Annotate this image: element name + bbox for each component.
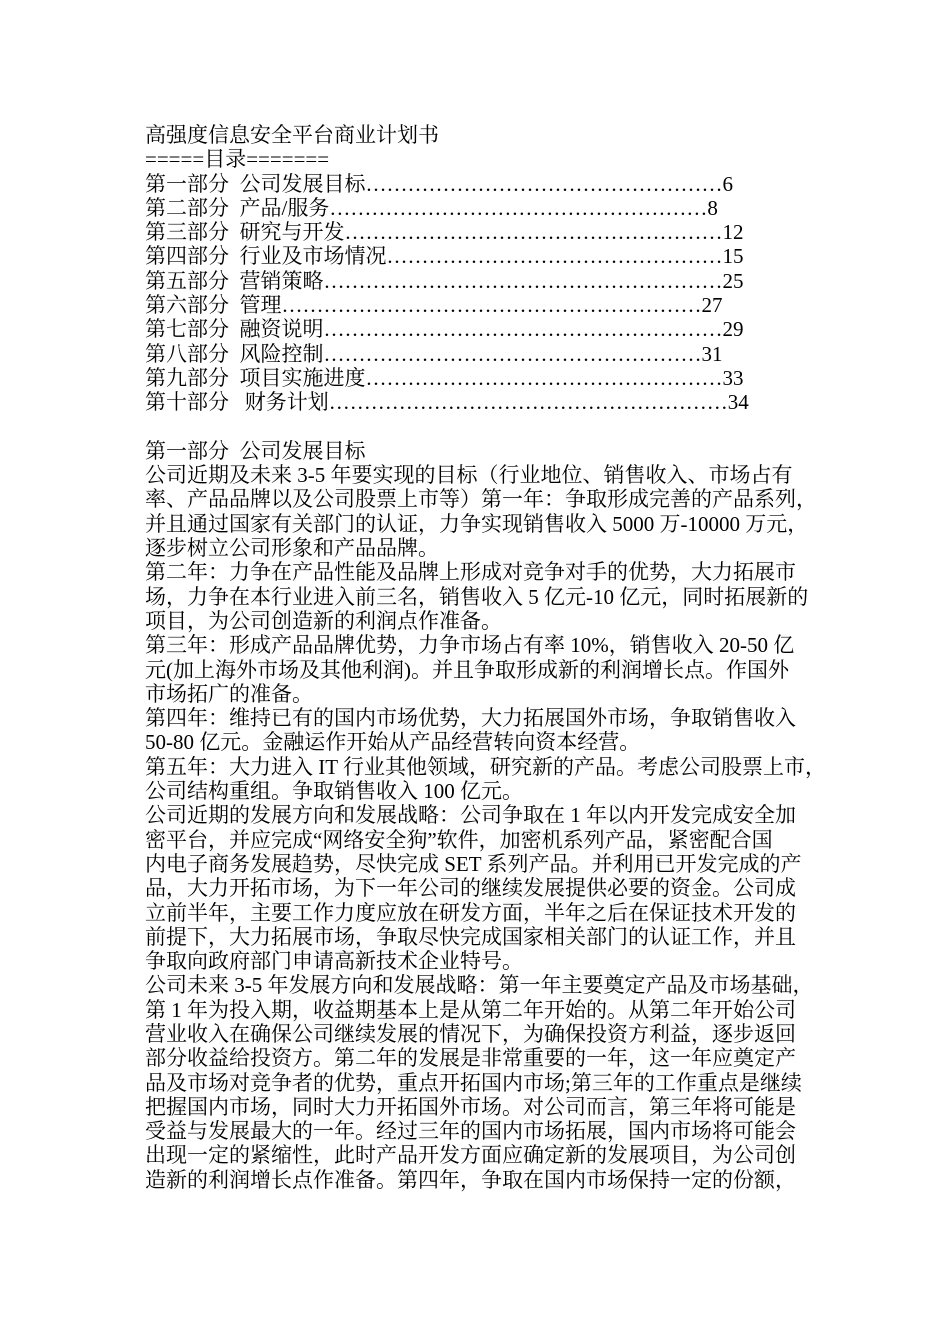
toc-name: 公司发展目标 — [239, 171, 366, 196]
toc-name: 管理 — [239, 293, 282, 318]
toc-page: 27 — [701, 293, 723, 318]
toc-page: 25 — [722, 268, 744, 293]
toc-leader: ……………………………………………… — [344, 220, 723, 245]
toc-page: 12 — [722, 220, 744, 245]
toc-entry[interactable] — [145, 196, 865, 220]
section-heading: 第一部分 公司发展目标 — [145, 438, 366, 463]
body-line: 第五年：大力进入 IT 行业其他领域，研究新的产品。考虑公司股票上市， — [145, 754, 826, 779]
body-line: 把握国内市场，同时大力开拓国外市场。对公司而言，第三年将可能是 — [145, 1094, 796, 1119]
toc-entry[interactable] — [145, 317, 865, 341]
body-line: 前提下，大力拓展市场，争取尽快完成国家相关部门的认证工作，并且 — [145, 924, 796, 949]
body-line: 公司近期及未来 3-5 年要实现的目标（行业地位、销售收入、市场占有 — [145, 463, 793, 488]
body-line: 立前半年，主要工作力度应放在研发方面，半年之后在保证技术开发的 — [145, 900, 796, 925]
toc-part: 第二部分 — [145, 195, 229, 220]
body-line: 场，力争在本行业进入前三名，销售收入 5 亿元-10 亿元，同时拓展新的 — [145, 584, 809, 609]
body-line: 逐步树立公司形象和产品品牌。 — [145, 536, 439, 561]
toc-part: 第十部分 — [145, 390, 229, 415]
toc-leader: ………………………………………………… — [328, 390, 728, 415]
body-line: 市场拓广的准备。 — [145, 681, 313, 706]
toc-part: 第八部分 — [145, 341, 229, 366]
toc-name: 研究与开发 — [239, 220, 345, 245]
body-line: 营业收入在确保公司继续发展的情况下，为确保投资方利益，逐步返回 — [145, 1021, 796, 1046]
toc-page: 34 — [727, 390, 749, 415]
toc-page: 33 — [722, 365, 744, 390]
section-body — [145, 463, 865, 1192]
toc-leader: ………………………………………………… — [323, 317, 723, 342]
toc-entry[interactable] — [145, 390, 865, 414]
toc-page: 6 — [722, 171, 733, 196]
toc-entry[interactable] — [145, 172, 865, 196]
toc-part: 第九部分 — [145, 365, 229, 390]
body-line: 第 1 年为投入期，收益期基本上是从第二年开始的。从第二年开始公司 — [145, 997, 796, 1022]
toc-leader: …………………………………………… — [365, 365, 723, 390]
toc-name: 产品/服务 — [239, 195, 330, 220]
toc-page: 8 — [707, 195, 718, 220]
toc-entry[interactable] — [145, 220, 865, 244]
toc-page: 31 — [701, 341, 723, 366]
toc-heading: =====目录======= — [145, 147, 330, 172]
body-line: 密平台，并应完成“网络安全狗”软件，加密机系列产品，紧密配合国 — [145, 827, 773, 852]
body-line: 品及市场对竞争者的优势，重点开拓国内市场;第三年的工作重点是继续 — [145, 1070, 802, 1095]
body-line: 公司未来 3-5 年发展方向和发展战略：第一年主要奠定产品及市场基础， — [145, 973, 814, 998]
body-line: 第三年：形成产品品牌优势，力争市场占有率 10%，销售收入 20-50 亿 — [145, 633, 795, 658]
toc-entry[interactable] — [145, 366, 865, 390]
body-line: 第二年：力争在产品性能及品牌上形成对竞争对手的优势，大力拓展市 — [145, 560, 796, 585]
toc-part: 第六部分 — [145, 293, 229, 318]
toc-leader: ……………………………………………… — [329, 195, 708, 220]
toc-name: 财务计划 — [239, 390, 329, 415]
body-line: 公司近期的发展方向和发展战略：公司争取在 1 年以内开发完成安全加 — [145, 803, 796, 828]
toc-entry[interactable] — [145, 342, 865, 366]
toc-entry[interactable] — [145, 244, 865, 268]
table-of-contents — [145, 172, 865, 415]
toc-leader: ………………………………………………… — [323, 268, 723, 293]
body-line: 部分收益给投资方。第二年的发展是非常重要的一年，这一年应奠定产 — [145, 1046, 796, 1071]
toc-part: 第四部分 — [145, 244, 229, 269]
toc-name: 风险控制 — [239, 341, 324, 366]
toc-part: 第五部分 — [145, 268, 229, 293]
toc-entry[interactable] — [145, 269, 865, 293]
body-line: 造新的利润增长点作准备。第四年，争取在国内市场保持一定的份额， — [145, 1167, 796, 1192]
toc-part: 第七部分 — [145, 317, 229, 342]
toc-page: 29 — [722, 317, 744, 342]
body-line: 率、产品品牌以及公司股票上市等）第一年：争取形成完善的产品系列， — [145, 487, 817, 512]
body-line: 元(加上海外市场及其他利润)。并且争取形成新的利润增长点。作国外 — [145, 657, 789, 682]
toc-leader: …………………………………………… — [365, 171, 723, 196]
body-line: 争取向政府部门申请高新技术企业特号。 — [145, 949, 523, 974]
toc-part: 第一部分 — [145, 171, 229, 196]
body-line: 内电子商务发展趋势，尽快完成 SET 系列产品。并利用已开发完成的产 — [145, 851, 802, 876]
toc-page: 15 — [722, 244, 744, 269]
toc-entry[interactable] — [145, 293, 865, 317]
toc-part: 第三部分 — [145, 220, 229, 245]
spacer — [145, 415, 865, 439]
toc-name: 行业及市场情况 — [239, 244, 387, 269]
body-line: 受益与发展最大的一年。经过三年的国内市场拓展，国内市场将可能会 — [145, 1119, 796, 1144]
body-line: 公司结构重组。争取销售收入 100 亿元。 — [145, 779, 523, 804]
toc-name: 项目实施进度 — [239, 365, 366, 390]
toc-leader: ……………………………………………… — [323, 341, 702, 366]
toc-leader: …………………………………………………… — [281, 293, 702, 318]
document-title: 高强度信息安全平台商业计划书 — [145, 123, 439, 147]
toc-leader: ………………………………………… — [386, 244, 723, 269]
body-line: 品，大力开拓市场，为下一年公司的继续发展提供必要的资金。公司成 — [145, 876, 796, 901]
document-page — [145, 123, 865, 1192]
toc-name: 融资说明 — [239, 317, 324, 342]
body-line: 50-80 亿元。金融运作开始从产品经营转向资本经营。 — [145, 730, 641, 755]
body-line: 并且通过国家有关部门的认证，力争实现销售收入 5000 万-10000 万元， — [145, 511, 809, 536]
body-line: 第四年：维持已有的国内市场优势，大力拓展国外市场，争取销售收入 — [145, 706, 796, 731]
body-line: 项目，为公司创造新的利润点作准备。 — [145, 608, 502, 633]
body-line: 出现一定的紧缩性，此时产品开发方面应确定新的发展项目，为公司创 — [145, 1143, 796, 1168]
toc-name: 营销策略 — [239, 268, 324, 293]
